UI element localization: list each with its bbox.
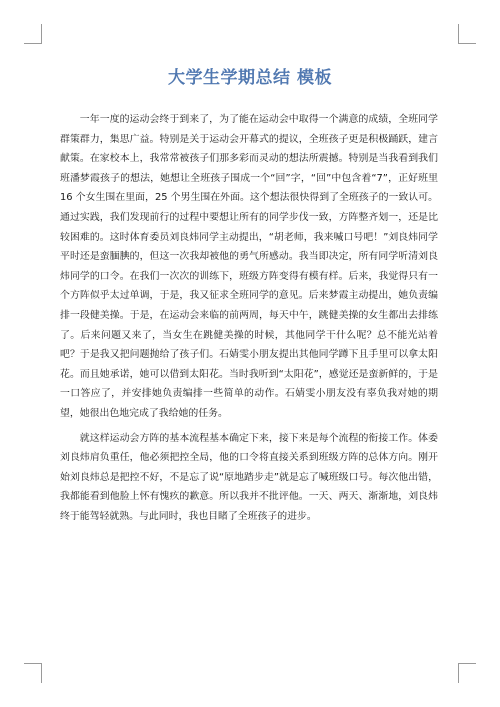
paragraph: 一年一度的运动会终于到来了，为了能在运动会中取得一个满意的成绩，全班同学群策群力，集思广益。特别是关于运动会开幕式的提议，全班孩子更是积极踊跃，建言献策。在家校本上，我常常被孩子们那多彩而灵动的想法所震撼。特别是当我看到我们班潘梦霞孩子的想法，她想让全班孩子围成一个“回”字，“回”中包含着“7”，正好班里 16 个女生围在里面，25 个男生围在外面。这个想法很快得到了全班孩子的一致认可。通过实践，我们发现前行的过程中要想让所有的同学步伐一致，方阵整齐划一，还是比较困难的。这时体育委员刘良炜同学主动提出，“胡老师，我来喊口号吧！”刘良炜同学平时还是蛮腼腆的，但这一次我却被他的勇气所感动。我当即决定，所有同学听清刘良炜同学的口令。在我们一次次的训练下，班级方阵变得有模有样。后来，我觉得只有一个方阵似乎太过单调，于是，我又征求全班同学的意见。后来梦霞主动提出，她负责编排一段健美操。于是，在运动会来临的前两周，每天中午，跳健美操的女生都出去排练了。后来问题又来了，当女生在跳健美操的时候，其他同学干什么呢？总不能光站着吧？于是我又把问题抛给了孩子们。石婧雯小朋友提出其他同学蹲下且手里可以拿太阳花。而且她承诺，她可以借到太阳花。当时我听到“太阳花”，感觉还是蛮新鲜的，于是一口答应了，并安排她负责编排一些简单的动作。石婧雯小朋友没有辜负我对她的期望，她很出色地完成了我给她的任务。	[60, 114, 438, 419]
crop-mark-top-right-v	[458, 24, 459, 44]
crop-mark-bottom-right-v	[458, 663, 459, 683]
crop-mark-top-left-h	[24, 43, 42, 44]
crop-mark-bottom-left-v	[41, 663, 42, 683]
document-title: 大学生学期总结 模板	[168, 68, 332, 88]
crop-mark-top-right-h	[458, 43, 476, 44]
crop-mark-top-left-v	[41, 24, 42, 44]
paragraph: 就这样运动会方阵的基本流程基本确定下来，接下来是每个流程的衔接工作。体委刘良炜肩负重任，他必须把控全局，他的口令将直接关系到班级方阵的总体方向。刚开始刘良炜总是把控不好，不是忘了说“原地踏步走”就是忘了喊班级口号。每次他出错，我都能看到他脸上怀有愧疚的歉意。所以我并不批评他。一天、两天、渐渐地，刘良炜终于能驾轻就熟。与此同时，我也目睹了全班孩子的进步。	[60, 432, 438, 522]
document-body	[60, 110, 438, 531]
crop-mark-bottom-right-h	[458, 663, 476, 664]
crop-mark-bottom-left-h	[24, 663, 42, 664]
